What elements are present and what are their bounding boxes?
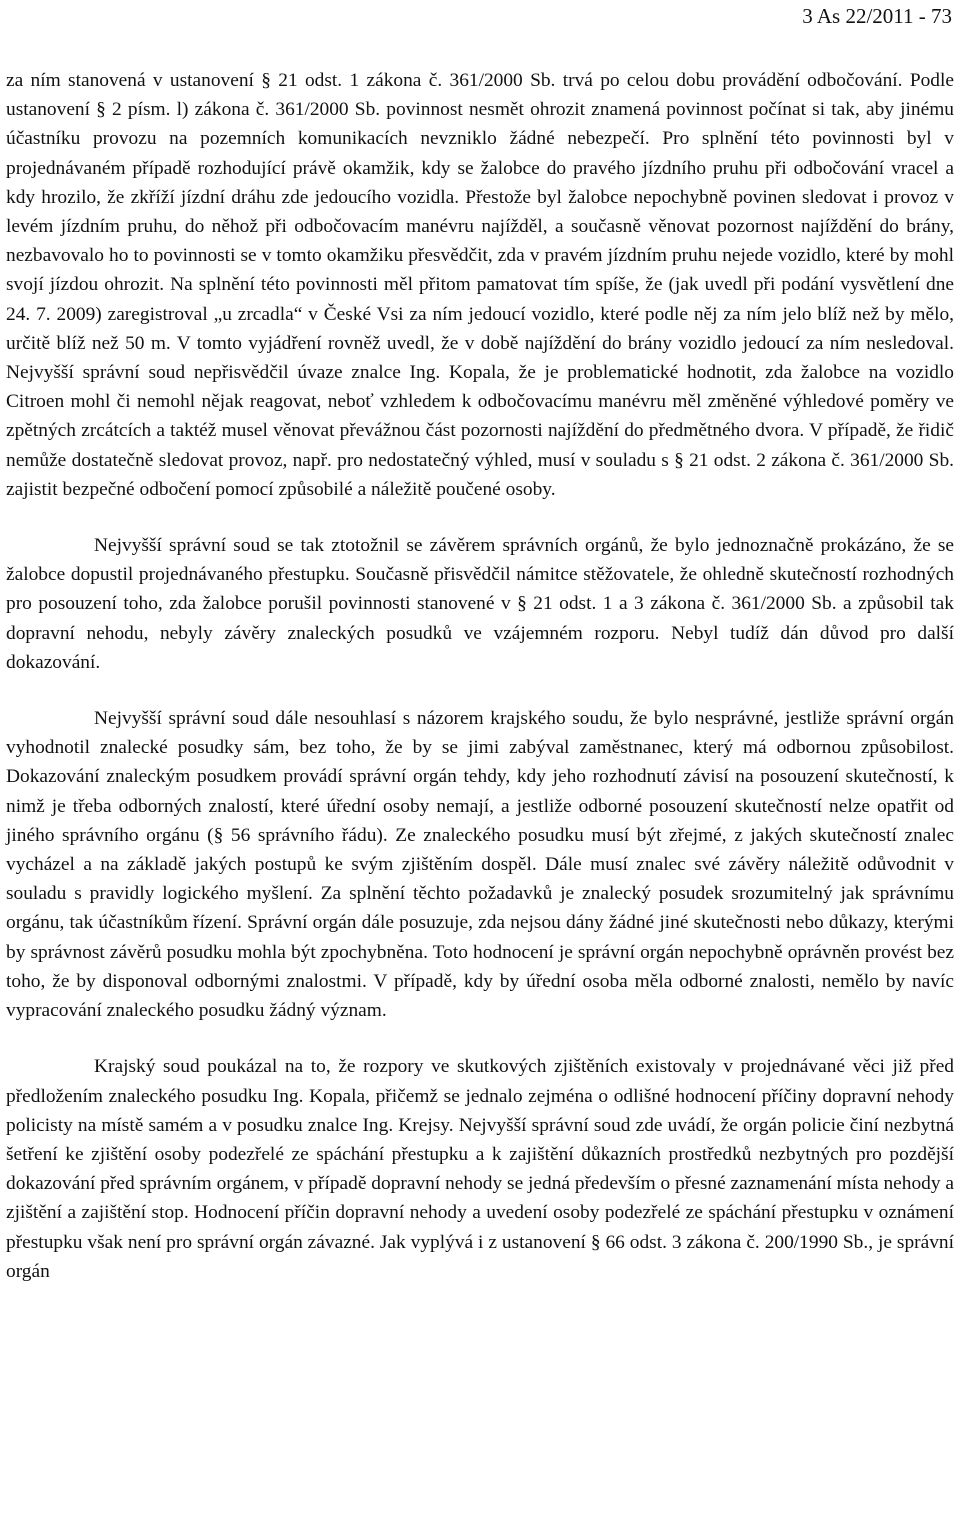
paragraph-continuation: za ním stanovená v ustanovení § 21 odst. 1 zákona č. 361/2000 Sb. trvá po celou dobu provádění odbočování. Podle ustanovení § 2 písm. l) zákona č. 361/2000 Sb. povinnost nesmět ohrozit znamená povinnost počínat si tak, aby jinému účastníku provozu na pozemních komunikacích nevzniklo žádné nebezpečí. Pro splnění této povinnosti byl v projednávaném případě rozhodující právě okamžik, kdy se žalobce do pravého jízdního pruhu při odbočování vracel a kdy hrozilo, že zkříží jízdní dráhu zde jedoucího vozidla. Přestože byl žalobce nepochybně povinen sledovat i provoz v levém jízdním pruhu, do něhož při odbočovacím manévru najížděl, a současně věnovat pozornost najíždění do brány, nezbavovalo ho to povinnosti se v tomto okamžiku přesvědčit, zda v pravém jízdním pruhu nejede vozidlo, které by mohl svojí jízdou ohrozit. Na splnění této povinnosti měl přitom pamatovat tím spíše, že (jak uvedl při podání vysvětlení dne 24. 7. 2009) zaregistroval „u zrcadla“ v České Vsi za ním jedoucí vozidlo, které podle něj za ním jelo blíž než by mělo, určitě blíž než 50 m. V tomto vyjádření rovněž uvedl, že v době najíždění do brány vozidlo jedoucí za ním nesledoval. Nejvyšší správní soud nepřisvědčil úvaze znalce Ing. Kopala, že je problematické hodnotit, zda žalobce na vozidlo Citroen mohl či nemohl nějak reagovat, neboť vzhledem k odbočovacímu manévru měl změněné výhledové poměry ve zpětných zrcátcích a taktéž musel věnovat převážnou část pozornosti najíždění do předmětného dvora. V případě, že řidič nemůže dostatečně sledovat provoz, např. pro nedostatečný výhled, musí v souladu s § 21 odst. 2 zákona č. 361/2000 Sb. zajistit bezpečné odbočení pomocí způsobilé a náležitě poučené osoby. [6, 70, 954, 500]
document-body [6, 66, 954, 1286]
paragraph-gap [6, 1025, 954, 1052]
paragraph-court-conclusion: Nejvyšší správní soud se tak ztotožnil se závěrem správních orgánů, že bylo jednoznačně prokázáno, že se žalobce dopustil projednávaného přestupku. Současně přisvědčil námitce stěžovatele, že ohledně skutečností rozhodných pro posouzení toho, zda žalobce porušil povinnosti stanovené v § 21 odst. 1 a 3 zákona č. 361/2000 Sb. a způsobil tak dopravní nehodu, nebyly závěry znaleckých posudků ve vzájemném rozporu. Nebyl tudíž dán důvod pro další dokazování. [6, 535, 954, 673]
paragraph-regional-court: Krajský soud poukázal na to, že rozpory ve skutkových zjištěních existovaly v projednávané věci již před předložením znaleckého posudku Ing. Kopala, přičemž se jednalo zejména o odlišné hodnocení příčiny dopravní nehody policisty na místě samém a v posudku znalce Ing. Krejsy. Nejvyšší správní soud zde uvádí, že orgán policie činí nezbytná šetření ke zjištění osoby podezřelé ze spáchání přestupku a k zajištění důkazních prostředků nezbytných pro pozdější dokazování před správním orgánem, v případě dopravní nehody se jedná především o přesné zaznamenání místa nehody a zjištění a zajištění stop. Hodnocení příčin dopravní nehody a uvedení osoby podezřelé ze spáchání přestupku v oznámení přestupku však není pro správní orgán závazné. Jak vyplývá i z ustanovení § 66 odst. 3 zákona č. 200/1990 Sb., je správní orgán [6, 1056, 954, 1282]
page-header-case-reference: 3 As 22/2011 - 73 [802, 4, 952, 28]
paragraph-gap [6, 504, 954, 531]
paragraph-gap [6, 677, 954, 704]
paragraph-expert-opinion: Nejvyšší správní soud dále nesouhlasí s názorem krajského soudu, že bylo nesprávné, jestliže správní orgán vyhodnotil znalecké posudky sám, bez toho, že by se jimi zabýval zaměstnanec, který má odbornou způsobilost. Dokazování znaleckým posudkem provádí správní orgán tehdy, kdy jeho rozhodnutí závisí na posouzení skutečností, k nimž je třeba odborných znalostí, které úřední osoby nemají, a jestliže odborné posouzení skutečností nelze opatřit od jiného správního orgánu (§ 56 správního řádu). Ze znaleckého posudku musí být zřejmé, z jakých skutečností znalec vycházel a na základě jakých postupů ke svým zjištěním dospěl. Dále musí znalec své závěry náležitě odůvodnit v souladu s pravidly logického myšlení. Za splnění těchto požadavků je znalecký posudek srozumitelný jak správnímu orgánu, tak účastníkům řízení. Správní orgán dále posuzuje, zda nejsou dány žádné jiné skutečnosti nebo důkazy, kterými by správnost závěrů posudku mohla být zpochybněna. Toto hodnocení je správní orgán nepochybně oprávněn provést bez toho, že by disponoval odbornými znalostmi. V případě, kdy by úřední osoba měla odborné znalosti, nemělo by navíc vypracování znaleckého posudku žádný význam. [6, 708, 954, 1022]
